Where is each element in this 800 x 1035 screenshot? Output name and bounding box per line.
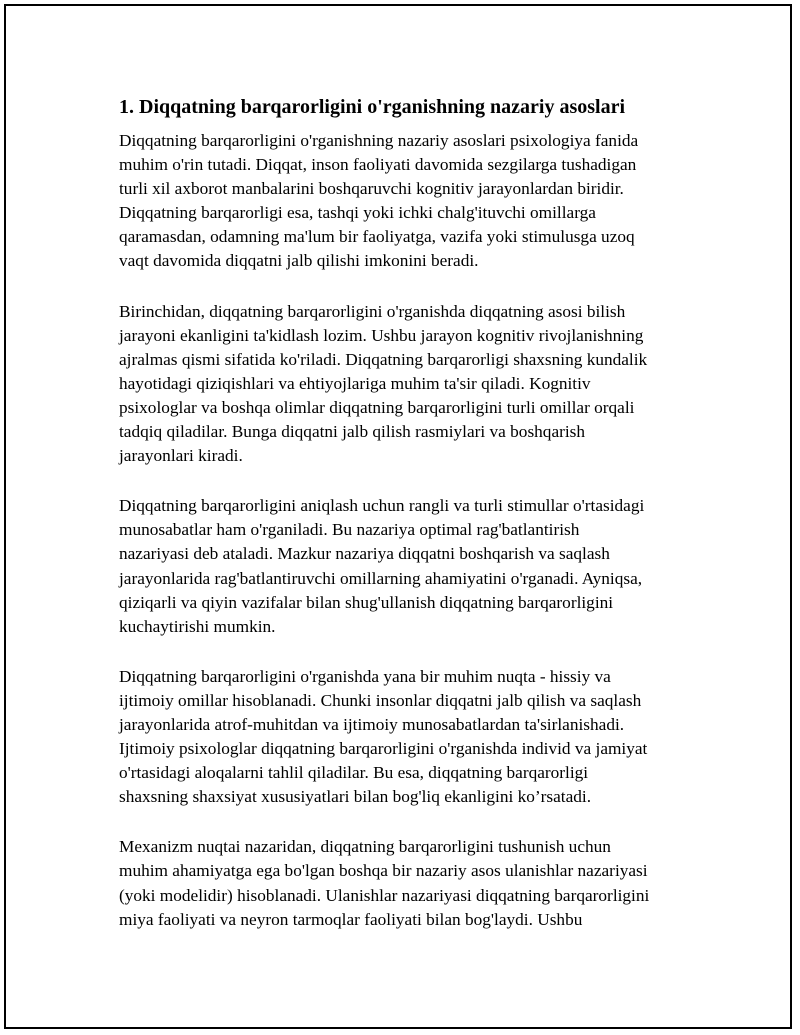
paragraph-line: Diqqatning barqarorligini o'rganishda yana bir muhim nuqta - hissiy va: [119, 666, 611, 686]
paragraph-line: jarayonlarida atrof-muhitdan va ijtimoiy munosabatlardan ta'sirlanishadi.: [119, 714, 625, 734]
paragraph-line: jarayonlarida rag'batlantiruvchi omillarning ahamiyatini o'rganadi. Ayniqsa,: [119, 568, 643, 588]
paragraph-line: hayotidagi qiziqishlari va ehtiyojlariga muhim ta'sir qiladi. Kognitiv: [119, 373, 591, 393]
paragraph-line: vaqt davomida diqqatni jalb qilishi imkonini beradi.: [119, 251, 479, 271]
paragraph-line: turli xil axborot manbalarini boshqaruvchi kognitiv jarayonlardan biridir.: [119, 179, 624, 199]
paragraph-line: Diqqatning barqarorligini o'rganishning nazariy asoslari psixologiya fanida: [119, 131, 639, 150]
paragraph-line: jarayoni ekanligini ta'kidlash lozim. Ushbu jarayon kognitiv rivojlanishning: [119, 325, 644, 345]
document-body: [119, 94, 699, 958]
paragraph-line: nazariyasi deb ataladi. Mazkur nazariya diqqatni boshqarish va saqlash: [119, 544, 610, 564]
paragraph-line: (yoki modelidir) hisoblanadi. Ulanishlar nazariyasi diqqatning barqarorligini: [119, 885, 650, 905]
section-heading: 1. Diqqatning barqarorligini o'rganishning nazariy asoslari: [119, 96, 626, 118]
paragraph-line: ijtimoiy omillar hisoblanadi. Chunki insonlar diqqatni jalb qilish va saqlash: [119, 690, 642, 710]
paragraph-line: Mexanizm nuqtai nazaridan, diqqatning barqarorligini tushunish uchun: [119, 837, 611, 857]
paragraph-line: shaxsning shaxsiyat xususiyatlari bilan bog'liq ekanligini ko’rsatadi.: [119, 787, 592, 807]
paragraph-3: [119, 494, 699, 639]
paragraph-line: Diqqatning barqarorligini aniqlash uchun rangli va turli stimullar o'rtasidagi: [119, 496, 645, 516]
paragraph-line: qiziqarli va qiyin vazifalar bilan shug'ullanish diqqatning barqarorligini: [119, 592, 614, 612]
paragraph-line: psixologlar va boshqa olimlar diqqatning barqarorligini turli omillar orqali: [119, 397, 635, 417]
paragraph-1: [119, 129, 699, 274]
paragraph-line: kuchaytirishi mumkin.: [119, 616, 276, 636]
paragraph-line: muhim o'rin tutadi. Diqqat, inson faoliyati davomida sezgilarga tushadigan: [119, 155, 637, 175]
paragraph-line: tadqiq qiladilar. Bunga diqqatni jalb qilish rasmiylari va boshqarish: [119, 422, 586, 442]
paragraph-4: [119, 665, 699, 810]
paragraph-line: o'rtasidagi aloqalarni tahlil qiladilar. Bu esa, diqqatning barqarorligi: [119, 763, 589, 783]
paragraph-line: muhim ahamiyatga ega bo'lgan boshqa bir nazariy asos ulanishlar nazariyasi: [119, 861, 648, 881]
paragraph-line: Diqqatning barqarorligi esa, tashqi yoki ichki chalg'ituvchi omillarga: [119, 203, 596, 223]
page-frame: [4, 4, 792, 1029]
paragraph-line: qaramasdan, odamning ma'lum bir faoliyatga, vazifa yoki stimulusga uzoq: [119, 227, 635, 247]
paragraph-5: [119, 835, 699, 931]
paragraph-2: [119, 300, 699, 469]
paragraph-line: Ijtimoiy psixologlar diqqatning barqarorligini o'rganishda individ va jamiyat: [119, 739, 648, 759]
paragraph-line: ajralmas qismi sifatida ko'riladi. Diqqatning barqarorligi shaxsning kundalik: [119, 349, 648, 369]
paragraph-line: Birinchidan, diqqatning barqarorligini o'rganishda diqqatning asosi bilish: [119, 301, 626, 321]
paragraph-line: miya faoliyati va neyron tarmoqlar faoliyati bilan bog'laydi. Ushbu: [119, 909, 583, 929]
paragraph-line: munosabatlar ham o'rganiladi. Bu nazariya optimal rag'batlantirish: [119, 520, 580, 540]
paragraph-line: jarayonlari kiradi.: [119, 446, 243, 466]
